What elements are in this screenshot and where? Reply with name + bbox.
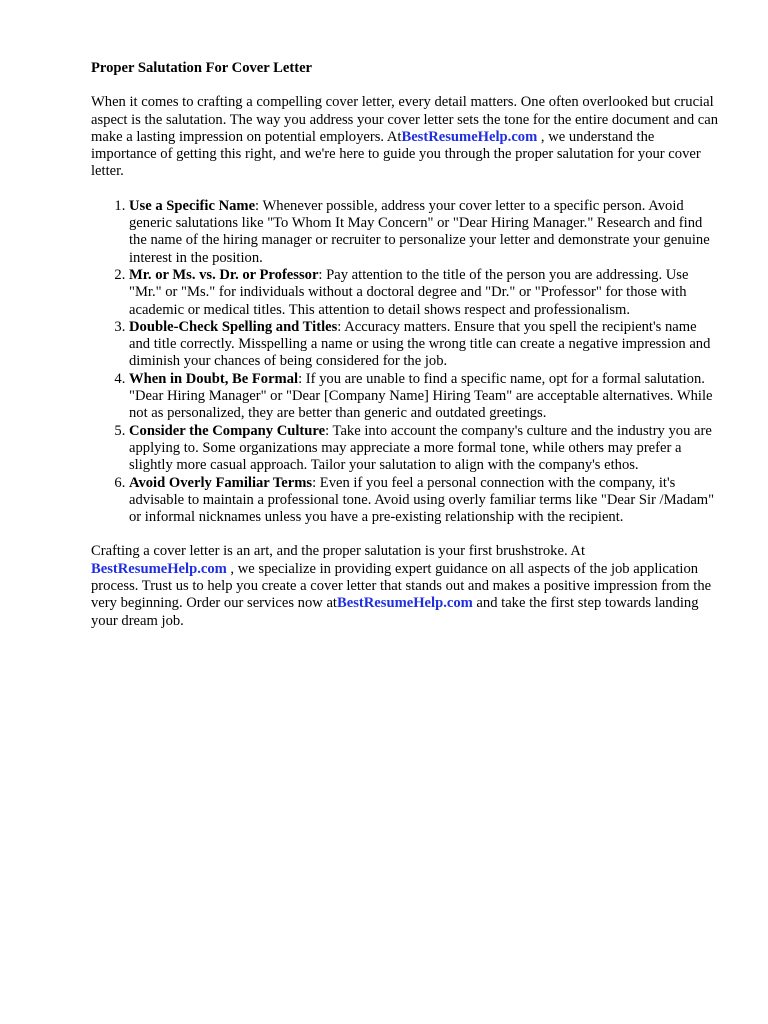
tip-item — [129, 371, 719, 423]
tip-separator: : — [325, 422, 333, 439]
tip-title: When in Doubt, Be Formal — [129, 370, 299, 387]
tip-title: Consider the Company Culture — [129, 422, 326, 439]
tip-item — [129, 267, 719, 319]
intro-paragraph — [91, 94, 719, 180]
tip-item — [129, 423, 719, 475]
intro-text-after: , we understand the importance of getting this right, and we're here to guide you through the proper salutation for your cover letter. — [91, 128, 701, 180]
tip-item — [129, 198, 719, 267]
tip-title: Double-Check Spelling and Titles — [129, 318, 338, 335]
tip-item — [129, 319, 719, 371]
tip-body: Accuracy matters. Ensure that you spell the recipient's name and title correctly. Misspelling a name or using the wrong title can create a negative impression and diminish your chances of being considered for the job. — [129, 318, 711, 370]
tip-separator: : — [318, 266, 327, 283]
tip-item — [129, 475, 719, 527]
closing-link-2[interactable]: BestResumeHelp.com — [337, 595, 473, 612]
tip-body: Take into account the company's culture and the industry you are applying to. Some organizations may appreciate a more formal tone, while others may prefer a slightly more casual approach. Tailor your salutation to align with the company's ethos. — [129, 422, 712, 474]
closing-link-1[interactable]: BestResumeHelp.com — [91, 560, 227, 577]
intro-link[interactable]: BestResumeHelp.com — [401, 128, 538, 145]
document-title: Proper Salutation For Cover Letter — [91, 60, 313, 76]
tip-title: Avoid Overly Familiar Terms — [129, 474, 313, 491]
tip-separator: : — [312, 474, 320, 491]
tip-separator: : — [255, 197, 263, 214]
tip-separator: : — [337, 318, 345, 335]
tip-body: Even if you feel a personal connection with the company, it's advisable to maintain a professional tone. Avoid using overly familiar terms like "Dear Sir /Madam" or informal nicknames unless you have a pre-existing relationship with the recipient. — [129, 474, 715, 526]
closing-text-2: , we specialize in providing expert guidance on all aspects of the job application process. Trust us to help you create a cover letter that stands out and makes a positive impression from the very beginning. Order our services now at — [91, 560, 712, 612]
tip-body: Whenever possible, address your cover letter to a specific person. Avoid generic salutations like "To Whom It May Concern" or "Dear Hiring Manager." Research and find the name of the hiring manager or recruiter to personalize your letter and demonstrate your genuine interest in the position. — [129, 197, 710, 266]
intro-text-before: When it comes to crafting a compelling cover letter, every detail matters. One often overlooked but crucial aspect is the salutation. The way you address your cover letter sets the tone for the entire document and can make a lasting impression on potential employers. At — [91, 94, 719, 145]
closing-text-1: Crafting a cover letter is an art, and the proper salutation is your first brushstroke. At — [91, 543, 586, 560]
tip-separator: : — [298, 370, 306, 387]
document-page — [91, 60, 719, 630]
tip-body: Pay attention to the title of the person you are addressing. Use "Mr." or "Ms." for individuals without a doctoral degree and "Dr." or "Professor" for those with academic or medical titles. This attention to detail shows respect and professionalism. — [129, 266, 689, 318]
tips-list — [91, 198, 719, 527]
closing-paragraph — [91, 543, 719, 629]
tip-body: If you are unable to find a specific name, opt for a formal salutation. "Dear Hiring Manager" or "Dear [Company Name] Hiring Team" are acceptable alternatives. While not as personalized, they are better than generic and outdated greetings. — [129, 370, 713, 422]
tip-title: Use a Specific Name — [129, 197, 256, 214]
tip-title: Mr. or Ms. vs. Dr. or Professor — [129, 266, 319, 283]
closing-text-3: and take the first step towards landing your dream job. — [91, 595, 699, 629]
